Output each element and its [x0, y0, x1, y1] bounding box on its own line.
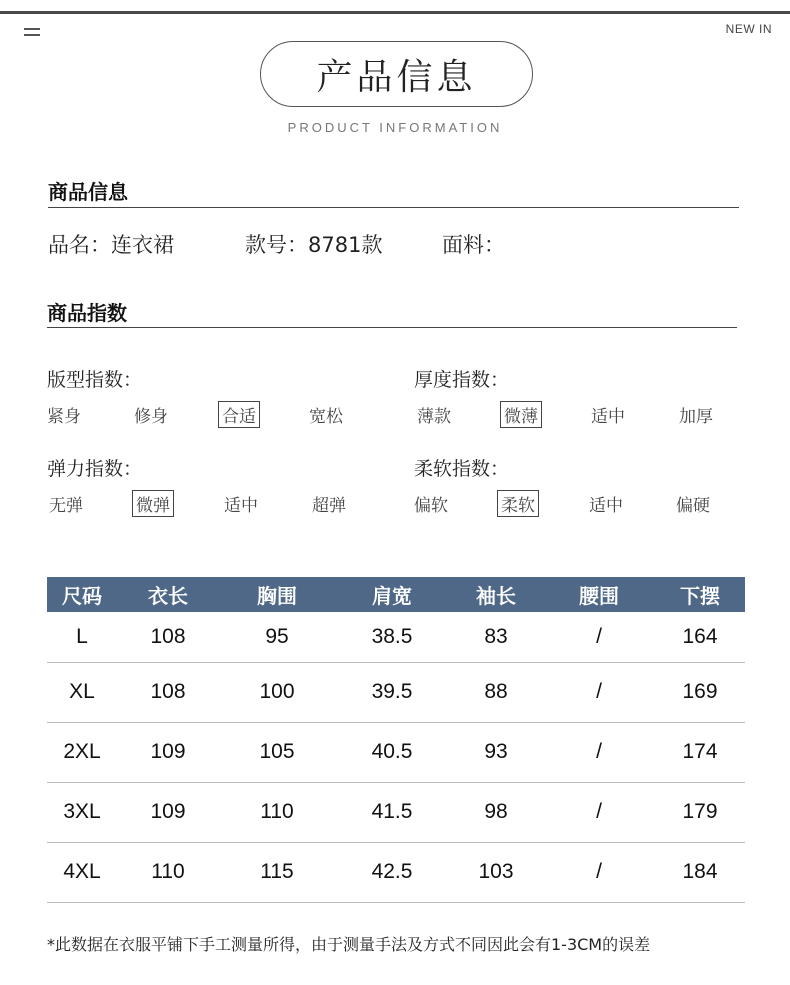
cell-length: 108 — [117, 662, 219, 722]
cell-shoulder: 42.5 — [335, 842, 449, 902]
cell-chest: 105 — [219, 722, 335, 782]
fabric: 面料： — [442, 233, 505, 257]
page-subtitle: PRODUCT INFORMATION — [287, 120, 503, 135]
size-table-header-row — [47, 577, 745, 612]
elasticity-option-selected: 微弹 — [132, 490, 174, 517]
thickness-option-selected: 微薄 — [500, 401, 542, 428]
cell-size: 3XL — [47, 782, 117, 842]
elasticity-option: 超弹 — [312, 496, 346, 516]
column-header-shoulder: 肩宽 — [335, 577, 449, 612]
section-divider — [47, 327, 737, 328]
cell-sleeve: 83 — [449, 612, 543, 662]
cell-size: 2XL — [47, 722, 117, 782]
table-row — [47, 782, 745, 842]
cell-shoulder: 38.5 — [335, 612, 449, 662]
softness-index-label: 柔软指数： — [414, 458, 510, 480]
cell-shoulder: 41.5 — [335, 782, 449, 842]
product-name: 品名：连衣裙 — [48, 233, 174, 257]
cell-chest: 95 — [219, 612, 335, 662]
table-row — [47, 722, 745, 782]
elasticity-option: 无弹 — [49, 496, 83, 516]
fit-option: 修身 — [134, 407, 168, 427]
softness-option: 适中 — [589, 496, 623, 516]
cell-waist: / — [543, 612, 655, 662]
top-rule — [0, 11, 790, 14]
softness-option: 偏软 — [414, 496, 448, 516]
cell-hem: 184 — [655, 842, 745, 902]
size-table — [47, 577, 745, 903]
thickness-option: 加厚 — [679, 407, 713, 427]
cell-hem: 169 — [655, 662, 745, 722]
cell-length: 110 — [117, 842, 219, 902]
column-header-chest: 胸围 — [219, 577, 335, 612]
column-header-length: 衣长 — [117, 577, 219, 612]
fit-option: 紧身 — [47, 407, 81, 427]
section-title-product-info: 商品信息 — [48, 180, 128, 204]
cell-chest: 115 — [219, 842, 335, 902]
cell-waist: / — [543, 782, 655, 842]
table-row — [47, 842, 745, 902]
column-header-size: 尺码 — [47, 577, 117, 612]
style-number: 款号：8781款 — [245, 233, 383, 257]
thickness-index-label: 厚度指数： — [414, 369, 510, 391]
menu-icon[interactable] — [24, 28, 40, 40]
column-header-waist: 腰围 — [543, 577, 655, 612]
fit-option-selected: 合适 — [218, 401, 260, 428]
cell-hem: 164 — [655, 612, 745, 662]
cell-sleeve: 103 — [449, 842, 543, 902]
cell-sleeve: 88 — [449, 662, 543, 722]
cell-waist: / — [543, 842, 655, 902]
new-in-label: NEW IN — [725, 22, 772, 36]
elasticity-option: 适中 — [224, 496, 258, 516]
cell-length: 109 — [117, 722, 219, 782]
thickness-option: 适中 — [591, 407, 625, 427]
cell-shoulder: 40.5 — [335, 722, 449, 782]
column-header-hem: 下摆 — [655, 577, 745, 612]
cell-size: 4XL — [47, 842, 117, 902]
cell-waist: / — [543, 722, 655, 782]
cell-shoulder: 39.5 — [335, 662, 449, 722]
thickness-option: 薄款 — [417, 407, 451, 427]
fit-option: 宽松 — [309, 407, 343, 427]
cell-length: 108 — [117, 612, 219, 662]
cell-chest: 110 — [219, 782, 335, 842]
table-row — [47, 612, 745, 662]
cell-sleeve: 93 — [449, 722, 543, 782]
elasticity-index-label: 弹力指数： — [47, 458, 143, 480]
measurement-footnote: *此数据在衣服平铺下手工测量所得，由于测量手法及方式不同因此会有1-3CM的误差 — [47, 935, 651, 954]
cell-sleeve: 98 — [449, 782, 543, 842]
cell-hem: 174 — [655, 722, 745, 782]
cell-length: 109 — [117, 782, 219, 842]
softness-option: 偏硬 — [676, 496, 710, 516]
page-title: 产品信息 — [316, 56, 477, 98]
cell-waist: / — [543, 662, 655, 722]
section-divider — [48, 207, 739, 208]
cell-chest: 100 — [219, 662, 335, 722]
cell-hem: 179 — [655, 782, 745, 842]
softness-option-selected: 柔软 — [497, 490, 539, 517]
column-header-sleeve: 袖长 — [449, 577, 543, 612]
fit-index-label: 版型指数： — [47, 369, 143, 391]
section-title-indices: 商品指数 — [47, 301, 127, 325]
cell-size: L — [47, 612, 117, 662]
title-pill — [260, 41, 533, 107]
table-row — [47, 662, 745, 722]
cell-size: XL — [47, 662, 117, 722]
